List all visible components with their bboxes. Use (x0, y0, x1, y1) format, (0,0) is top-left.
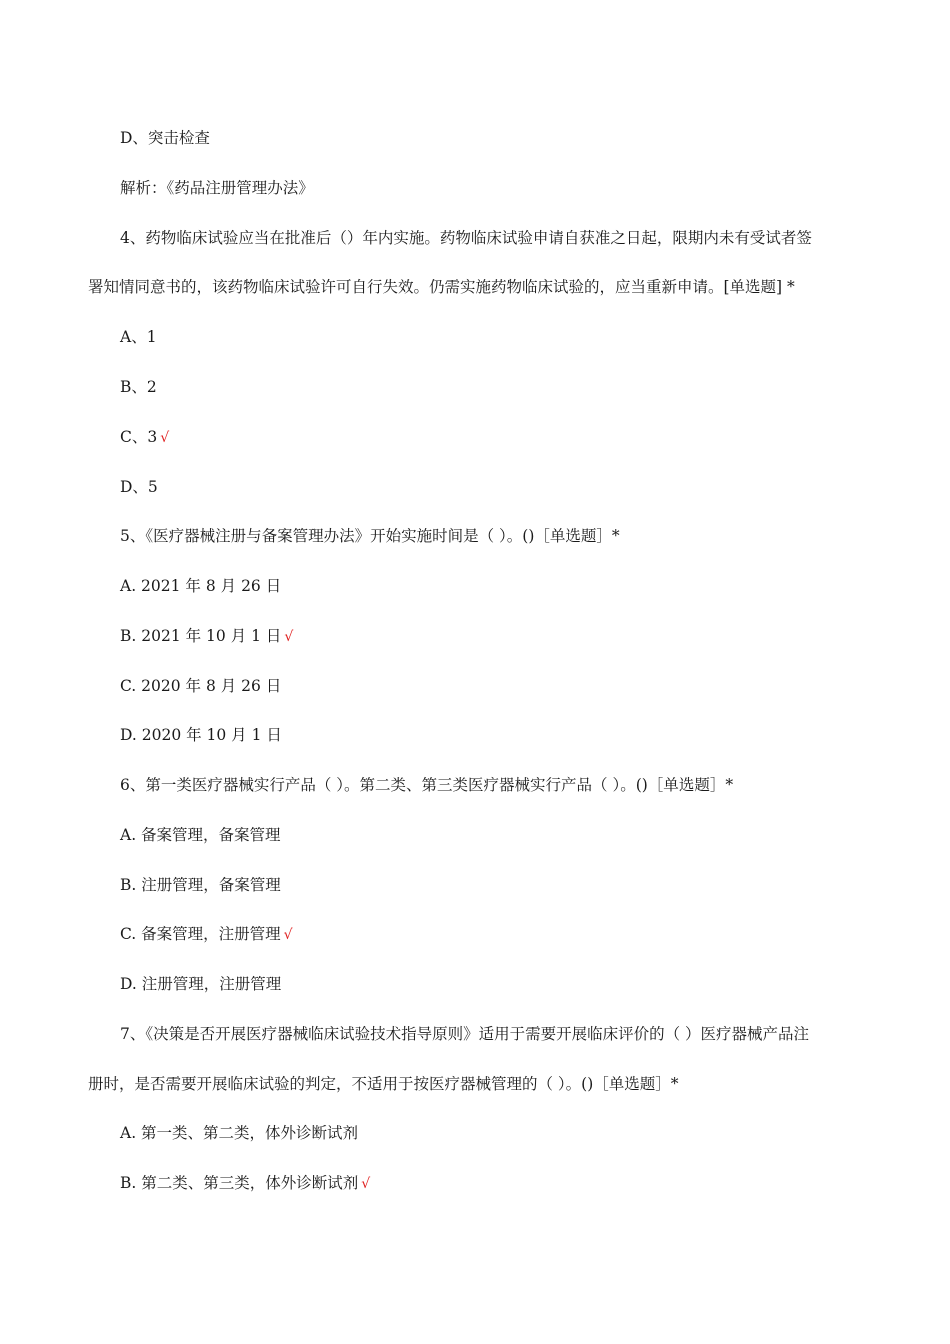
q4-option-b: B、2 (120, 378, 157, 396)
q6-option-c (120, 923, 293, 946)
q6-option-b: B. 注册管理，备案管理 (120, 876, 281, 894)
correct-check-icon: √ (283, 927, 293, 943)
q5-option-b (120, 625, 293, 648)
correct-check-icon: √ (160, 430, 170, 446)
q6-text: 6、第一类医疗器械实行产品（ ）。第二类、第三类医疗器械实行产品（ ）。()［单选题］* (120, 776, 734, 794)
q5-option-a: A. 2021 年 8 月 26 日 (120, 577, 282, 595)
q7-option-b-text: B. 第二类、第三类，体外诊断试剂 (120, 1174, 359, 1192)
q7-option-a: A. 第一类、第二类，体外诊断试剂 (120, 1124, 359, 1142)
prev-option-d: D、突击检查 (120, 129, 210, 147)
correct-check-icon: √ (361, 1176, 371, 1192)
q5-option-d: D. 2020 年 10 月 1 日 (120, 726, 282, 744)
q4-option-c-text: C、3 (120, 428, 158, 446)
q6-option-a: A. 备案管理，备案管理 (120, 826, 281, 844)
prev-analysis: 解析：《药品注册管理办法》 (120, 179, 314, 197)
q4-option-a: A、1 (120, 328, 157, 346)
q6-option-c-text: C. 备案管理，注册管理 (120, 925, 281, 943)
q5-option-b-text: B. 2021 年 10 月 1 日 (120, 627, 282, 645)
q6-option-d: D. 注册管理，注册管理 (120, 975, 282, 993)
q4-option-c (120, 426, 169, 449)
q7-text-line2: 册时，是否需要开展临床试验的判定，不适用于按医疗器械管理的（ ）。()［单选题］* (88, 1075, 679, 1093)
q4-text-line1: 4、药物临床试验应当在批准后（）年内实施。药物临床试验申请自获准之日起，限期内未有受试者签 (120, 229, 812, 247)
q5-text: 5、《医疗器械注册与备案管理办法》开始实施时间是（ ）。()［单选题］* (120, 527, 620, 545)
q4-text-line2: 署知情同意书的，该药物临床试验许可自行失效。仍需实施药物临床试验的，应当重新申请。[单选题] * (88, 278, 795, 296)
correct-check-icon: √ (284, 629, 294, 645)
q7-text-line1: 7、《决策是否开展医疗器械临床试验技术指导原则》适用于需要开展临床评价的（ ）医疗器械产品注 (120, 1025, 810, 1043)
q5-option-c: C. 2020 年 8 月 26 日 (120, 677, 282, 695)
q7-option-b (120, 1172, 370, 1195)
q4-option-d: D、5 (120, 478, 158, 496)
